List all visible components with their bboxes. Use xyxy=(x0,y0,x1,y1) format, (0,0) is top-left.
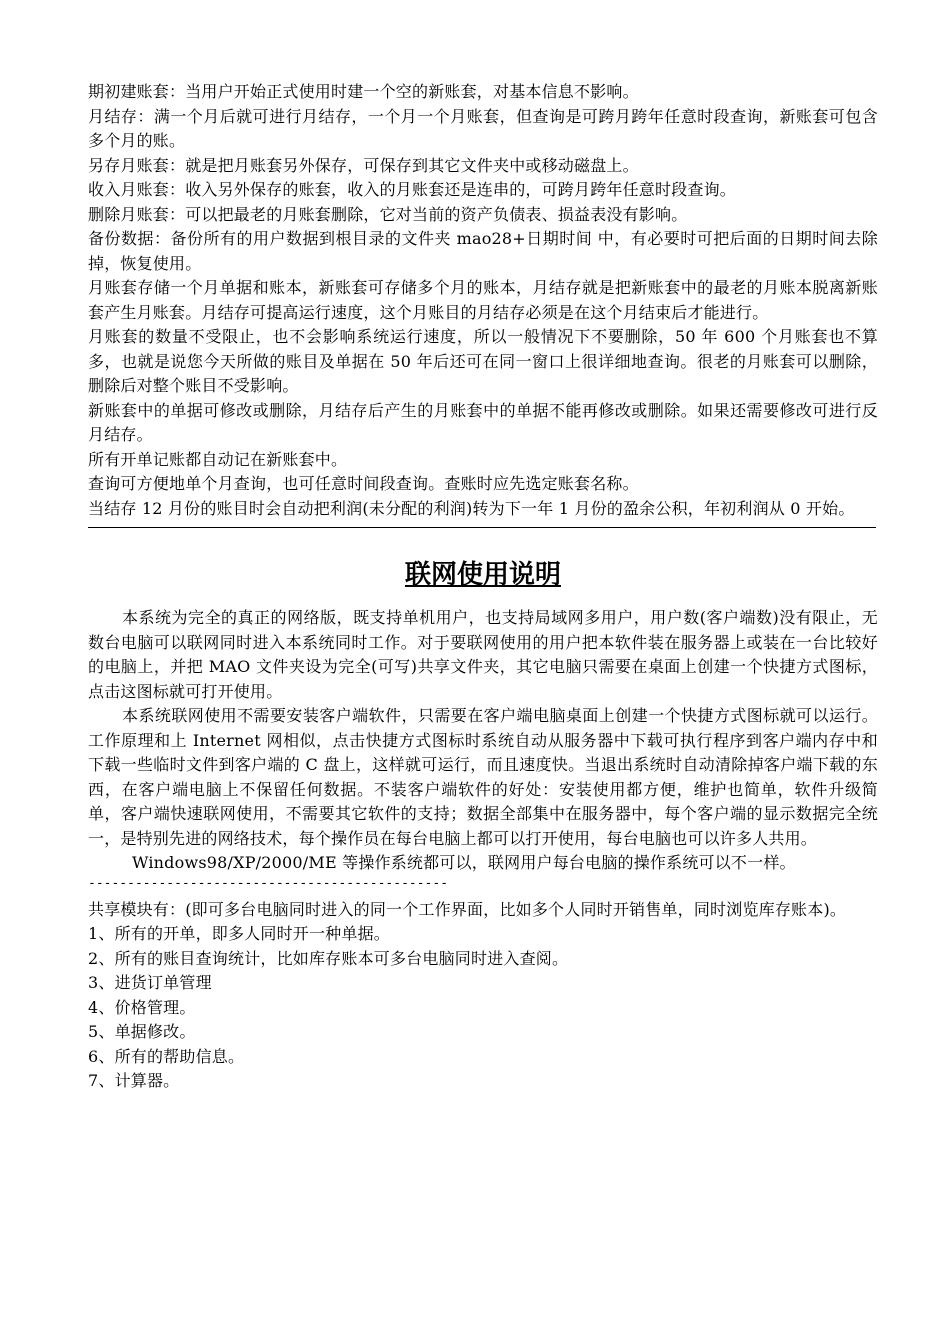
paragraph-save-month-account: 另存月账套：就是把月账套另外保存，可保存到其它文件夹中或移动磁盘上。 xyxy=(88,155,639,175)
network-section xyxy=(88,606,878,892)
list-item: 6、所有的帮助信息。 xyxy=(88,1046,245,1066)
paragraph-import-month-account: 收入月账套：收入另外保存的账套，收入的月账套还是连串的，可跨月跨年任意时段查询。 xyxy=(88,180,737,199)
list-item: 2、所有的账目查询统计，比如库存账本可多台电脑同时进入查阅。 xyxy=(88,948,569,968)
list-item: 1、所有的开单，即多人同时开一种单据。 xyxy=(88,924,390,943)
network-paragraph-3: Windows98/XP/2000/ME 等操作系统都可以，联网用户每台电脑的操作系统可以不一样。 xyxy=(132,853,796,872)
paragraph-auto-record: 所有开单记账都自动记在新账套中。 xyxy=(88,449,348,469)
network-paragraph-1: 本系统为完全的真正的网络版，既支持单机用户，也支持局域网多用户，用户数(客户端数)没有限止，无数台电脑可以联网同时进入本系统同时工作。对于要联网使用的用户把本软件装在服务器上或装在一台比较好的电脑上，并把 MAO 文件夹设为完全(可写)共享文件夹，其它电脑只需要在桌面上创建一个快捷方式图标，点击这图标就可打开使用。 xyxy=(88,608,878,701)
dashed-separator: ---------------------------------------------- xyxy=(88,875,449,891)
network-section-title: 联网使用说明 xyxy=(404,560,561,590)
paragraph-month-close: 月结存：满一个月后就可进行月结存，一个月一个月账套，但查询是可跨月跨年任意时段查询，新账套可包含多个月的账。 xyxy=(88,106,878,150)
paragraph-backup-data: 备份数据：备份所有的用户数据到根目录的文件夹 mao28+日期时间 中，有必要时可把后面的日期时间去除掉，恢复使用。 xyxy=(88,229,878,273)
paragraph-initial-account: 期初建账套：当用户开始正式使用时建一个空的新账套，对基本信息不影响。 xyxy=(88,82,639,101)
paragraph-month-account-storage: 月账套存储一个月单据和账本，新账套可存储多个月的账本，月结存就是把新账套中的最老的月账本脱离新账套产生月账套。月结存可提高运行速度，这个月账目的月结存必须是在这个月结束后才能进行。 xyxy=(88,278,878,322)
document-page xyxy=(88,80,878,1094)
network-paragraph-2: 本系统联网使用不需要安装客户端软件，只需要在客户端电脑桌面上创建一个快捷方式图标就可以运行。工作原理和上 Internet 网相似，点击快捷方式图标时系统自动从服务器中下载可执行程序到客户端内存中和下载一些临时文件到客户端的 C 盘上，这样就可运行，而且速度快。当退出系统时自动清除掉客户端下载的东西，在客户端电脑上不保留任何数据。不装客户端软件的好处：安装使用都方便，维护也简单，软件升级简单，客户端快速联网使用，不需要其它软件的支持；数据全部集中在服务器中，每个客户端的显示数据完全统一，是特别先进的网络技术，每个操作员在每台电脑上都可以打开使用，每台电脑也可以许多人共用。 xyxy=(88,706,878,848)
paragraph-query: 查询可方便地单个月查询，也可任意时间段查询。查账时应先选定账套名称。 xyxy=(88,474,639,493)
paragraph-edit-documents: 新账套中的单据可修改或删除，月结存后产生的月账套中的单据不能再修改或删除。如果还需要修改可进行反月结存。 xyxy=(88,400,878,444)
shared-modules-intro: 共享模块有：(即可多台电脑同时进入的同一个工作界面，比如多个人同时开销售单，同时浏览库存账本)。 xyxy=(88,899,847,919)
list-item: 4、价格管理。 xyxy=(88,997,196,1017)
paragraph-year-end: 当结存 12 月份的账目时会自动把利润(未分配的利润)转为下一年 1 月份的盈余公积，年初利润从 0 开始。 xyxy=(88,498,855,518)
paragraph-month-account-count: 月账套的数量不受限止，也不会影响系统运行速度，所以一般情况下不要删除，50 年 600 个月账套也不算多，也就是说您今天所做的账目及单据在 50 年后还可在同一窗口上很详细地查询。很老的月账套可以删除，删除后对整个账目不受影响。 xyxy=(88,327,878,395)
list-item: 7、计算器。 xyxy=(88,1071,180,1090)
section-divider xyxy=(88,527,876,528)
list-item: 5、单据修改。 xyxy=(88,1022,196,1041)
paragraph-delete-month-account: 删除月账套：可以把最老的月账套删除，它对当前的资产负债表、损益表没有影响。 xyxy=(88,204,688,224)
list-item: 3、进货订单管理 xyxy=(88,973,212,992)
shared-modules-section xyxy=(88,898,878,1094)
account-section xyxy=(88,80,878,521)
